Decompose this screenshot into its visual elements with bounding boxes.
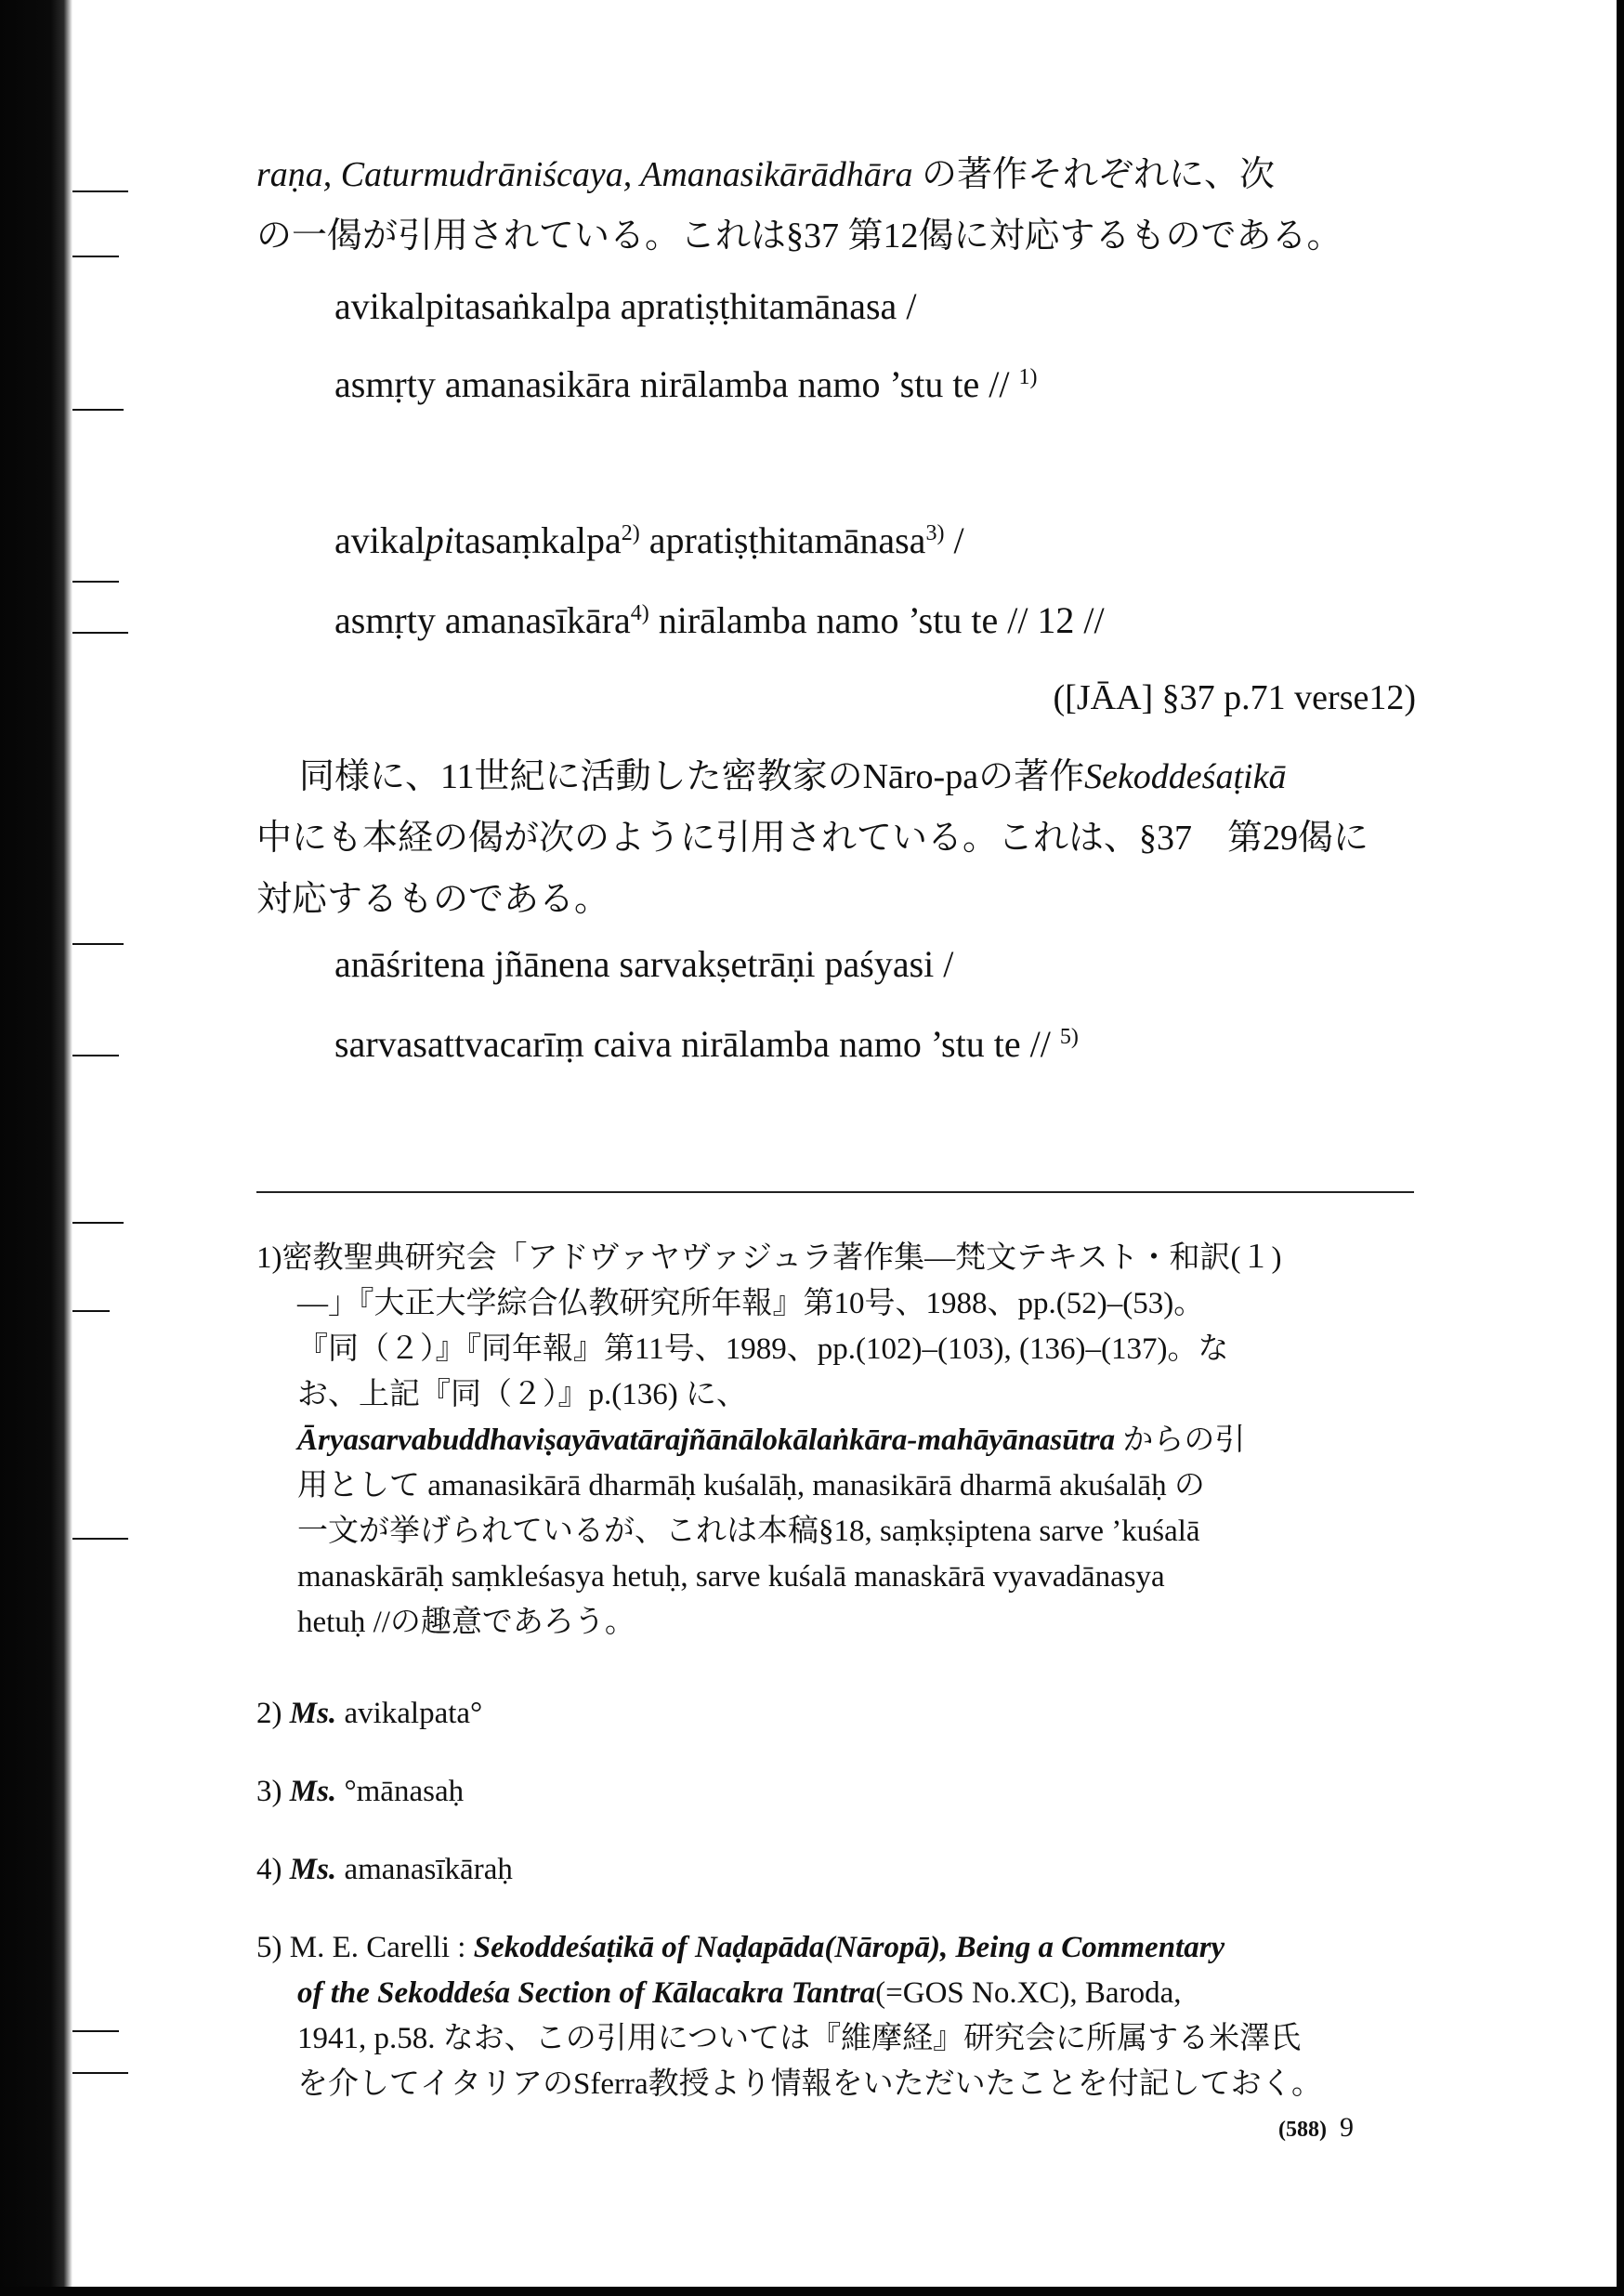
scan-bottom-edge <box>0 2287 1624 2296</box>
page-number <box>1278 2112 1354 2144</box>
footnote-divider <box>256 1191 1414 1193</box>
footnote-4 <box>256 1847 1414 1893</box>
footnote-1-line: 『同（２）』『同年報』第11号、1989、pp.(102)–(103), (136)–(137)。な <box>297 1332 1229 1366</box>
footnote-1 <box>256 1236 1414 1646</box>
verse-b-text: asmṛty amanasīkāra <box>334 599 631 641</box>
scan-mark <box>72 2072 128 2074</box>
manuscript-label: Ms. <box>289 1697 337 1730</box>
book-title: of the Sekoddeśa Section of Kālacakra Tantra <box>297 1976 876 2010</box>
footnote-ref-1: 1) <box>1018 365 1038 389</box>
intro-paragraph <box>256 144 1416 267</box>
para2-line-1 <box>256 746 1416 807</box>
scan-mark <box>72 1222 124 1224</box>
scan-mark <box>72 409 124 411</box>
verse-b-line-1 <box>334 518 964 564</box>
footnote-1-line <box>256 1418 1414 1463</box>
verse-a-line-2 <box>334 361 1037 408</box>
cited-title: Sekoddeśaṭikā <box>1084 757 1287 796</box>
scan-mark <box>72 1538 128 1540</box>
scan-mark <box>72 2030 119 2032</box>
book-title: Sekoddeśaṭikā of Naḍapāda(Nāropā), Being a Commentary <box>473 1931 1225 1964</box>
scan-left-edge <box>0 0 72 2296</box>
footnote-1-line: 1)密教聖典研究会「アドヴァヤヴァジュラ著作集―梵文テキスト・和訳(１) <box>256 1241 1282 1275</box>
scan-right-edge <box>1617 0 1624 2296</box>
verse-c-line-2-text: sarvasattvacarīṃ caiva nirālamba namo ’stu te // <box>334 1023 1051 1065</box>
verse-b-text: nirālamba namo ’stu te // 12 // <box>648 599 1105 641</box>
footnote-1-line: hetuḥ //の趣意であろう。 <box>297 1606 635 1639</box>
footnote-1-line: お、上記『同（２）』p.(136) に、 <box>297 1378 747 1411</box>
footnote-2-number: 2) <box>256 1697 282 1730</box>
scan-mark <box>72 632 128 634</box>
intro-line-1-text: の著作それぞれに、次 <box>922 155 1276 194</box>
footnote-5-line <box>256 1925 1414 1971</box>
verse-c-line-2 <box>334 1021 1079 1068</box>
verse-b-emphasis: pi <box>425 519 454 561</box>
footnote-ref-5: 5) <box>1059 1025 1079 1049</box>
second-paragraph <box>256 746 1416 930</box>
verse-b-text: apratiṣṭhitamānasa <box>639 519 926 561</box>
scan-mark <box>72 581 119 583</box>
verse-a-line-2-text: asmṛty amanasikāra nirālamba namo ’stu te // <box>334 363 1010 405</box>
verse-b-line-2 <box>334 597 1105 644</box>
verse-b-text: / <box>944 519 964 561</box>
para2-line-2: 中にも本経の偈が次のように引用されている。これは、§37 第29偈に <box>256 819 1369 858</box>
footnote-2-text: avikalpata° <box>336 1697 483 1730</box>
footnote-5-author: M. E. Carelli : <box>282 1931 474 1964</box>
para2-text: 同様に、11世紀に活動した密教家のNāro-paの著作 <box>299 757 1085 796</box>
verse-c-line-1: anāśritena jñānena sarvakṣetrāṇi paśyasi / <box>334 943 954 985</box>
footnote-4-text: amanasīkāraḥ <box>336 1853 513 1886</box>
manuscript-label: Ms. <box>289 1775 337 1808</box>
footnote-2 <box>256 1691 1414 1737</box>
verse-source: ([JĀA] §37 p.71 verse12) <box>1053 678 1416 717</box>
footnote-ref-3: 3) <box>925 521 945 545</box>
footnote-5-line: 1941, p.58. なお、この引用については『維摩経』研究会に所属する米澤氏 <box>297 2022 1302 2055</box>
current-page-number: 9 <box>1339 2112 1354 2143</box>
footnote-5-number: 5) <box>256 1931 282 1964</box>
footnote-5 <box>256 1925 1414 2107</box>
footnote-1-line: ―」『大正大学綜合仏教研究所年報』第10号、1988、pp.(52)–(53)。 <box>297 1287 1205 1320</box>
scan-mark <box>72 1310 110 1312</box>
sutra-title: Āryasarvabuddhaviṣayāvatārajñānālokālaṅkāra-mahāyānasūtra <box>297 1424 1116 1457</box>
cited-works: raṇa, Caturmudrāniścaya, Amanasikārādhāra <box>256 155 913 194</box>
intro-line-1 <box>256 144 1416 205</box>
footnote-1-line: 一文が挙げられているが、これは本稿§18, saṃkṣiptena sarve ’kuśalā <box>297 1515 1200 1548</box>
footnote-1-line: 用として amanasikārā dharmāḥ kuśalāḥ, manasikārā dharmā akuśalāḥ の <box>297 1469 1205 1502</box>
scan-mark <box>72 1055 119 1056</box>
manuscript-label: Ms. <box>289 1853 337 1886</box>
para2-line-3: 対応するものである。 <box>256 880 610 919</box>
original-page-number: (588) <box>1278 2118 1327 2142</box>
scan-mark <box>72 256 119 257</box>
footnote-4-number: 4) <box>256 1853 282 1886</box>
scan-mark <box>72 190 128 192</box>
intro-line-2: の一偈が引用されている。これは§37 第12偈に対応するものである。 <box>256 216 1342 256</box>
footnote-5-line: を介してイタリアのSferra教授より情報をいただいたことを付記しておく。 <box>297 2067 1322 2101</box>
footnote-ref-4: 4) <box>630 601 649 625</box>
footnote-3-text: °mānasaḥ <box>336 1775 465 1808</box>
scan-mark <box>72 943 124 945</box>
footnote-1-line: manaskārāḥ saṃkleśasya hetuḥ, sarve kuśalā manaskārā vyavadānasya <box>297 1560 1165 1594</box>
footnote-ref-2: 2) <box>621 521 640 545</box>
footnote-5-text: (=GOS No.XC), Baroda, <box>875 1976 1182 2010</box>
verse-a-line-1: avikalpitasaṅkalpa apratiṣṭhitamānasa / <box>334 285 917 327</box>
footnote-5-line <box>256 1971 1414 2016</box>
footnote-3-number: 3) <box>256 1775 282 1808</box>
footnote-3 <box>256 1769 1414 1815</box>
verse-b-text: avikal <box>334 519 426 561</box>
footnote-1-text: からの引 <box>1115 1424 1246 1457</box>
verse-b-text: tasaṃkalpa <box>453 519 622 561</box>
